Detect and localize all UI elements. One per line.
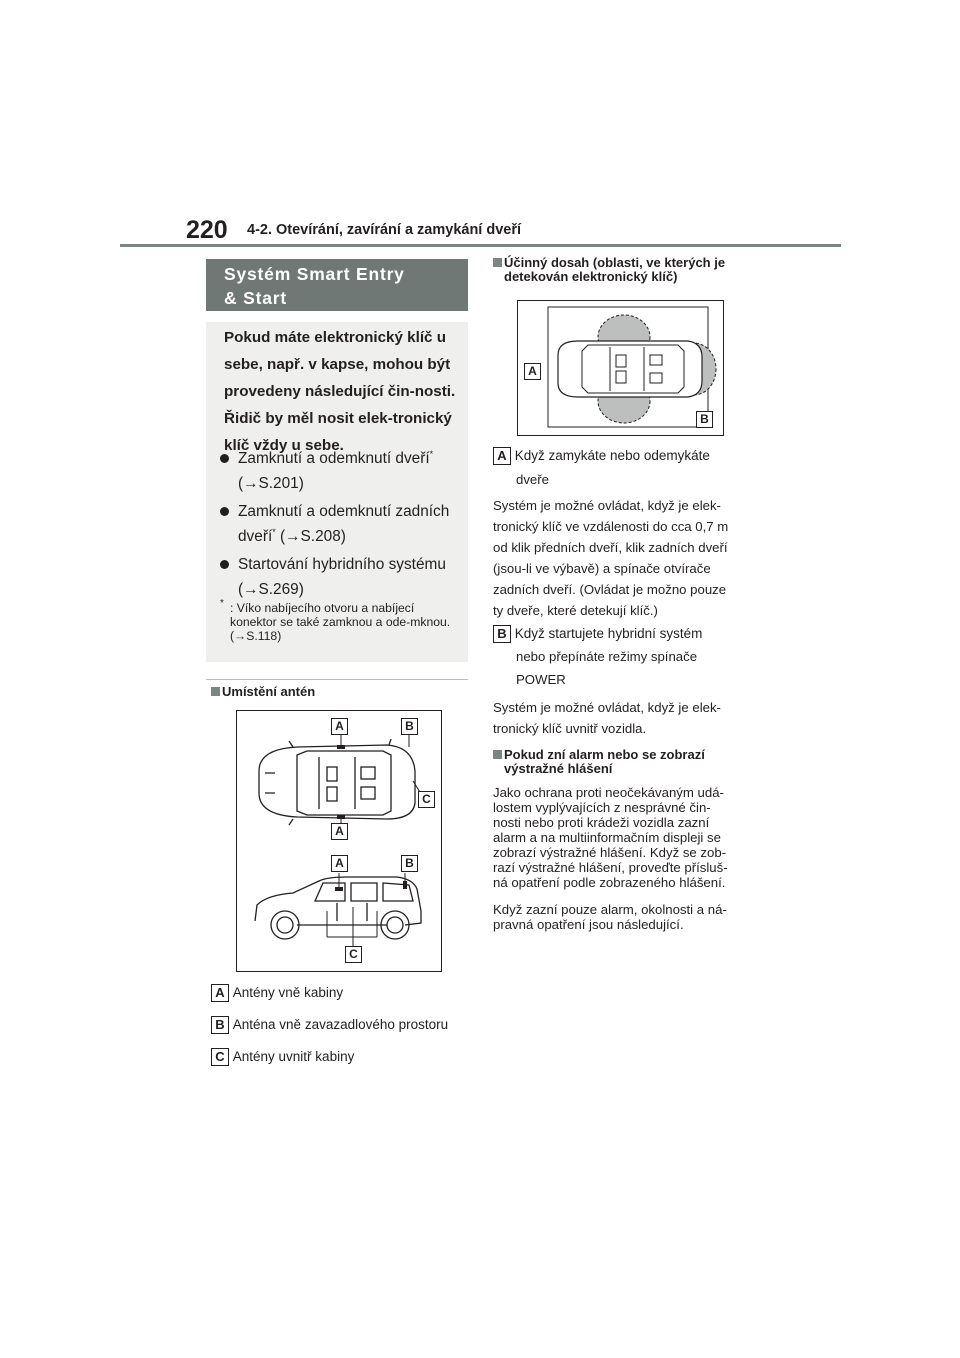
label-b-top: B <box>401 718 418 735</box>
label-b-side: B <box>401 855 418 872</box>
legend-key-c: C <box>211 1048 229 1066</box>
list-item-text: Startování hybridního systému <box>238 556 446 573</box>
range-b-title: B Když startujete hybridní systém <box>493 625 763 643</box>
section-divider <box>206 679 468 680</box>
car-antenna-illustration <box>237 711 443 973</box>
feature-list <box>220 446 464 605</box>
footnote <box>220 598 464 643</box>
antenna-heading: Umístění antén <box>211 685 468 699</box>
label-a-side: A <box>331 855 348 872</box>
range-a-title: A Když zamykáte nebo odemykáte <box>493 447 763 465</box>
info-box <box>206 322 468 662</box>
page-reference[interactable]: (→S.201) <box>238 475 304 492</box>
label-a-top: A <box>331 718 348 735</box>
square-bullet-icon <box>493 750 502 759</box>
header-divider <box>120 244 841 247</box>
list-item <box>220 552 464 602</box>
footnote-mark: * <box>272 526 276 537</box>
footnote-mark: * <box>429 448 434 459</box>
label-a-bottom: A <box>331 823 348 840</box>
alarm-paragraph-2: Když zazní pouze alarm, okolnosti a ná- pravná opatření jsou následující. <box>493 902 727 932</box>
range-b-body: Systém je možné ovládat, když je elek- tronický klíč uvnitř vozidla. <box>493 700 721 736</box>
list-item-text: Zamknutí a odemknutí zadních dveří <box>238 503 450 545</box>
legend-text-c: Antény uvnitř kabiny <box>232 1049 355 1065</box>
range-a-body: Systém je možné ovládat, když je elek- tronický klíč ve vzdálenosti do cca 0,7 m od klik předních dveří, klik zadních dveří (jsou-li ve výbavě) a spínače otvírače zadních dveří. (Ovládat je možno pouze ty dveře, které detekují klíč.) <box>493 498 729 618</box>
label-c-top: C <box>418 791 435 808</box>
range-key-b: B <box>493 625 511 643</box>
range-b-title-cont-1: nebo přepínáte režimy spínače <box>516 649 698 664</box>
legend-key-b: B <box>211 1016 229 1034</box>
range-key-a: A <box>493 447 511 465</box>
list-item <box>220 499 464 549</box>
page-reference[interactable]: (→S.269) <box>238 581 304 598</box>
legend-text-b: Anténa vně zavazadlového prostoru <box>232 1017 449 1033</box>
page-number: 220 <box>186 216 228 244</box>
detection-range-illustration <box>518 301 725 437</box>
square-bullet-icon <box>211 687 220 696</box>
range-label-a: A <box>524 363 541 380</box>
list-item-text: Zamknutí a odemknutí dveří <box>238 450 430 467</box>
legend-key-a: A <box>211 984 229 1002</box>
bullet-icon <box>220 560 229 569</box>
range-label-b: B <box>696 411 713 428</box>
page-header <box>0 0 960 250</box>
section-title-line-1: Systém Smart Entry <box>224 264 405 284</box>
square-bullet-icon <box>493 258 502 267</box>
range-a-title-cont: dveře <box>516 472 549 487</box>
range-heading: Účinný dosah (oblasti, ve kterých je detekován elektronický klíč) <box>493 256 755 284</box>
legend-item-c <box>211 1048 354 1066</box>
page-reference[interactable]: (→S.208) <box>280 528 346 545</box>
alarm-paragraph-1: Jako ochrana proti neočekávaným udá- lostem vyplývajících z nesprávné čin- nosti nebo proti krádeži vozidla zazní alarm a na multiinformačním displeji se zobrazí výstražné hlášení. Když se zob- razí výstražné hlášení, proveďte přísluš- ná opatření podle zobrazeného hlášení. <box>493 785 728 890</box>
legend-item-a <box>211 984 343 1002</box>
chapter-title: 4-2. Otevírání, zavírání a zamykání dveří <box>247 222 522 238</box>
legend-text-a: Antény vně kabiny <box>232 985 344 1001</box>
range-b-title-cont-2: POWER <box>516 672 566 687</box>
label-c-side: C <box>345 946 362 963</box>
antenna-location-figure <box>236 710 442 972</box>
bullet-icon <box>220 454 229 463</box>
intro-text: Pokud máte elektronický klíč u sebe, např. v kapse, mohou být provedeny následující čin-nosti. Řidič by měl nosit elek-tronický klíč vždy u sebe. <box>224 329 456 454</box>
list-item <box>220 446 464 496</box>
section-title-line-2: & Start <box>224 288 287 308</box>
section-title <box>206 259 468 311</box>
alarm-heading: Pokud zní alarm nebo se zobrazí výstražné hlášení <box>493 748 755 776</box>
key-range-figure <box>517 300 724 436</box>
bullet-icon <box>220 507 229 516</box>
legend-item-b <box>211 1016 448 1034</box>
footnote-text: : Víko nabíjecího otvoru a nabíjecí konektor se také zamknou a ode-mknou. (→S.118) <box>230 601 451 643</box>
footnote-star: * <box>220 598 224 609</box>
